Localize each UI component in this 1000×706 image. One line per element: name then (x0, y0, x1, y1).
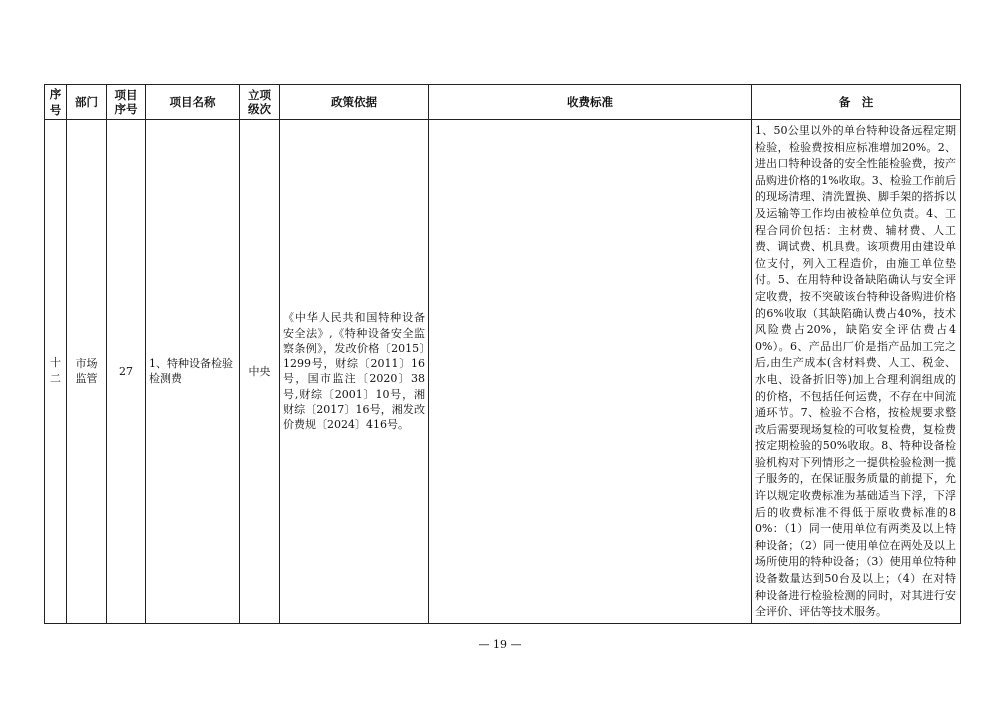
fee-table (44, 84, 961, 624)
cell-policy: 《中华人民共和国特种设备安全法》,《特种设备安全监察条例》，发改价格〔2015〕1299号，财综〔2011〕16号，国市监注〔2020〕38号,财综〔2001〕10号，湘财综〔2017〕16号，湘发改价费规〔2024〕416号。 (280, 120, 429, 624)
header-level: 立项级次 (240, 85, 280, 120)
header-remarks: 备 注 (752, 85, 961, 120)
cell-seq: 十二 (45, 120, 67, 624)
header-item-name: 项目名称 (146, 85, 240, 120)
cell-remarks: 1、50公里以外的单台特种设备远程定期检验，检验费按相应标准增加20%。2、进出口特种设备的安全性能检验费，按产品购进价格的1%收取。3、检验工作前后的现场清理、清洗置换、脚手架的搭拆以及运输等工作均由被检单位负责。4、工程合同价包括：主材费、辅材费、人工费、调试费、机具费。该项费用由建设单位支付，列入工程造价，由施工单位垫付。5、在用特种设备缺陷确认与安全评定收费，按不突破该台特种设备购进价格的6%收取（其缺陷确认费占40%，技术风险费占20%，缺陷安全评估费占40%）。6、产品出厂价是指产品加工完之后,由生产成本(含材料费、人工、税金、水电、设备折旧等)加上合理利润组成的的价格，不包括任何运费，不存在中间流通环节。7、检验不合格，按检规要求整改后需要现场复检的可收复检费，复检费按定期检验的50%收取。8、特种设备检验机构对下列情形之一提供检验检测一揽子服务的，在保证服务质量的前提下，允许以规定收费标准为基础适当下浮，下浮后的收费标准不得低于原收费标准的80%：（1）同一使用单位有两类及以上特种设备；（2）同一使用单位在两处及以上场所使用的特种设备；（3）使用单位特种设备数量达到50台及以上；（4）在对特种设备进行检验检测的同时，对其进行安全评价、评估等技术服务。 (752, 120, 961, 624)
header-dept: 部门 (67, 85, 107, 120)
header-fee-standard: 收费标准 (429, 85, 752, 120)
page-number: — 19 — (478, 638, 522, 651)
table-row (45, 120, 961, 624)
cell-fee-standard (429, 120, 752, 624)
cell-item-name: 1、特种设备检验检测费 (146, 120, 240, 624)
cell-item-no: 27 (107, 120, 146, 624)
header-seq: 序号 (45, 85, 67, 120)
header-row (45, 85, 961, 120)
header-item-no: 项目序号 (107, 85, 146, 120)
header-policy: 政策依据 (280, 85, 429, 120)
cell-level: 中央 (240, 120, 280, 624)
cell-dept: 市场监管 (67, 120, 107, 624)
